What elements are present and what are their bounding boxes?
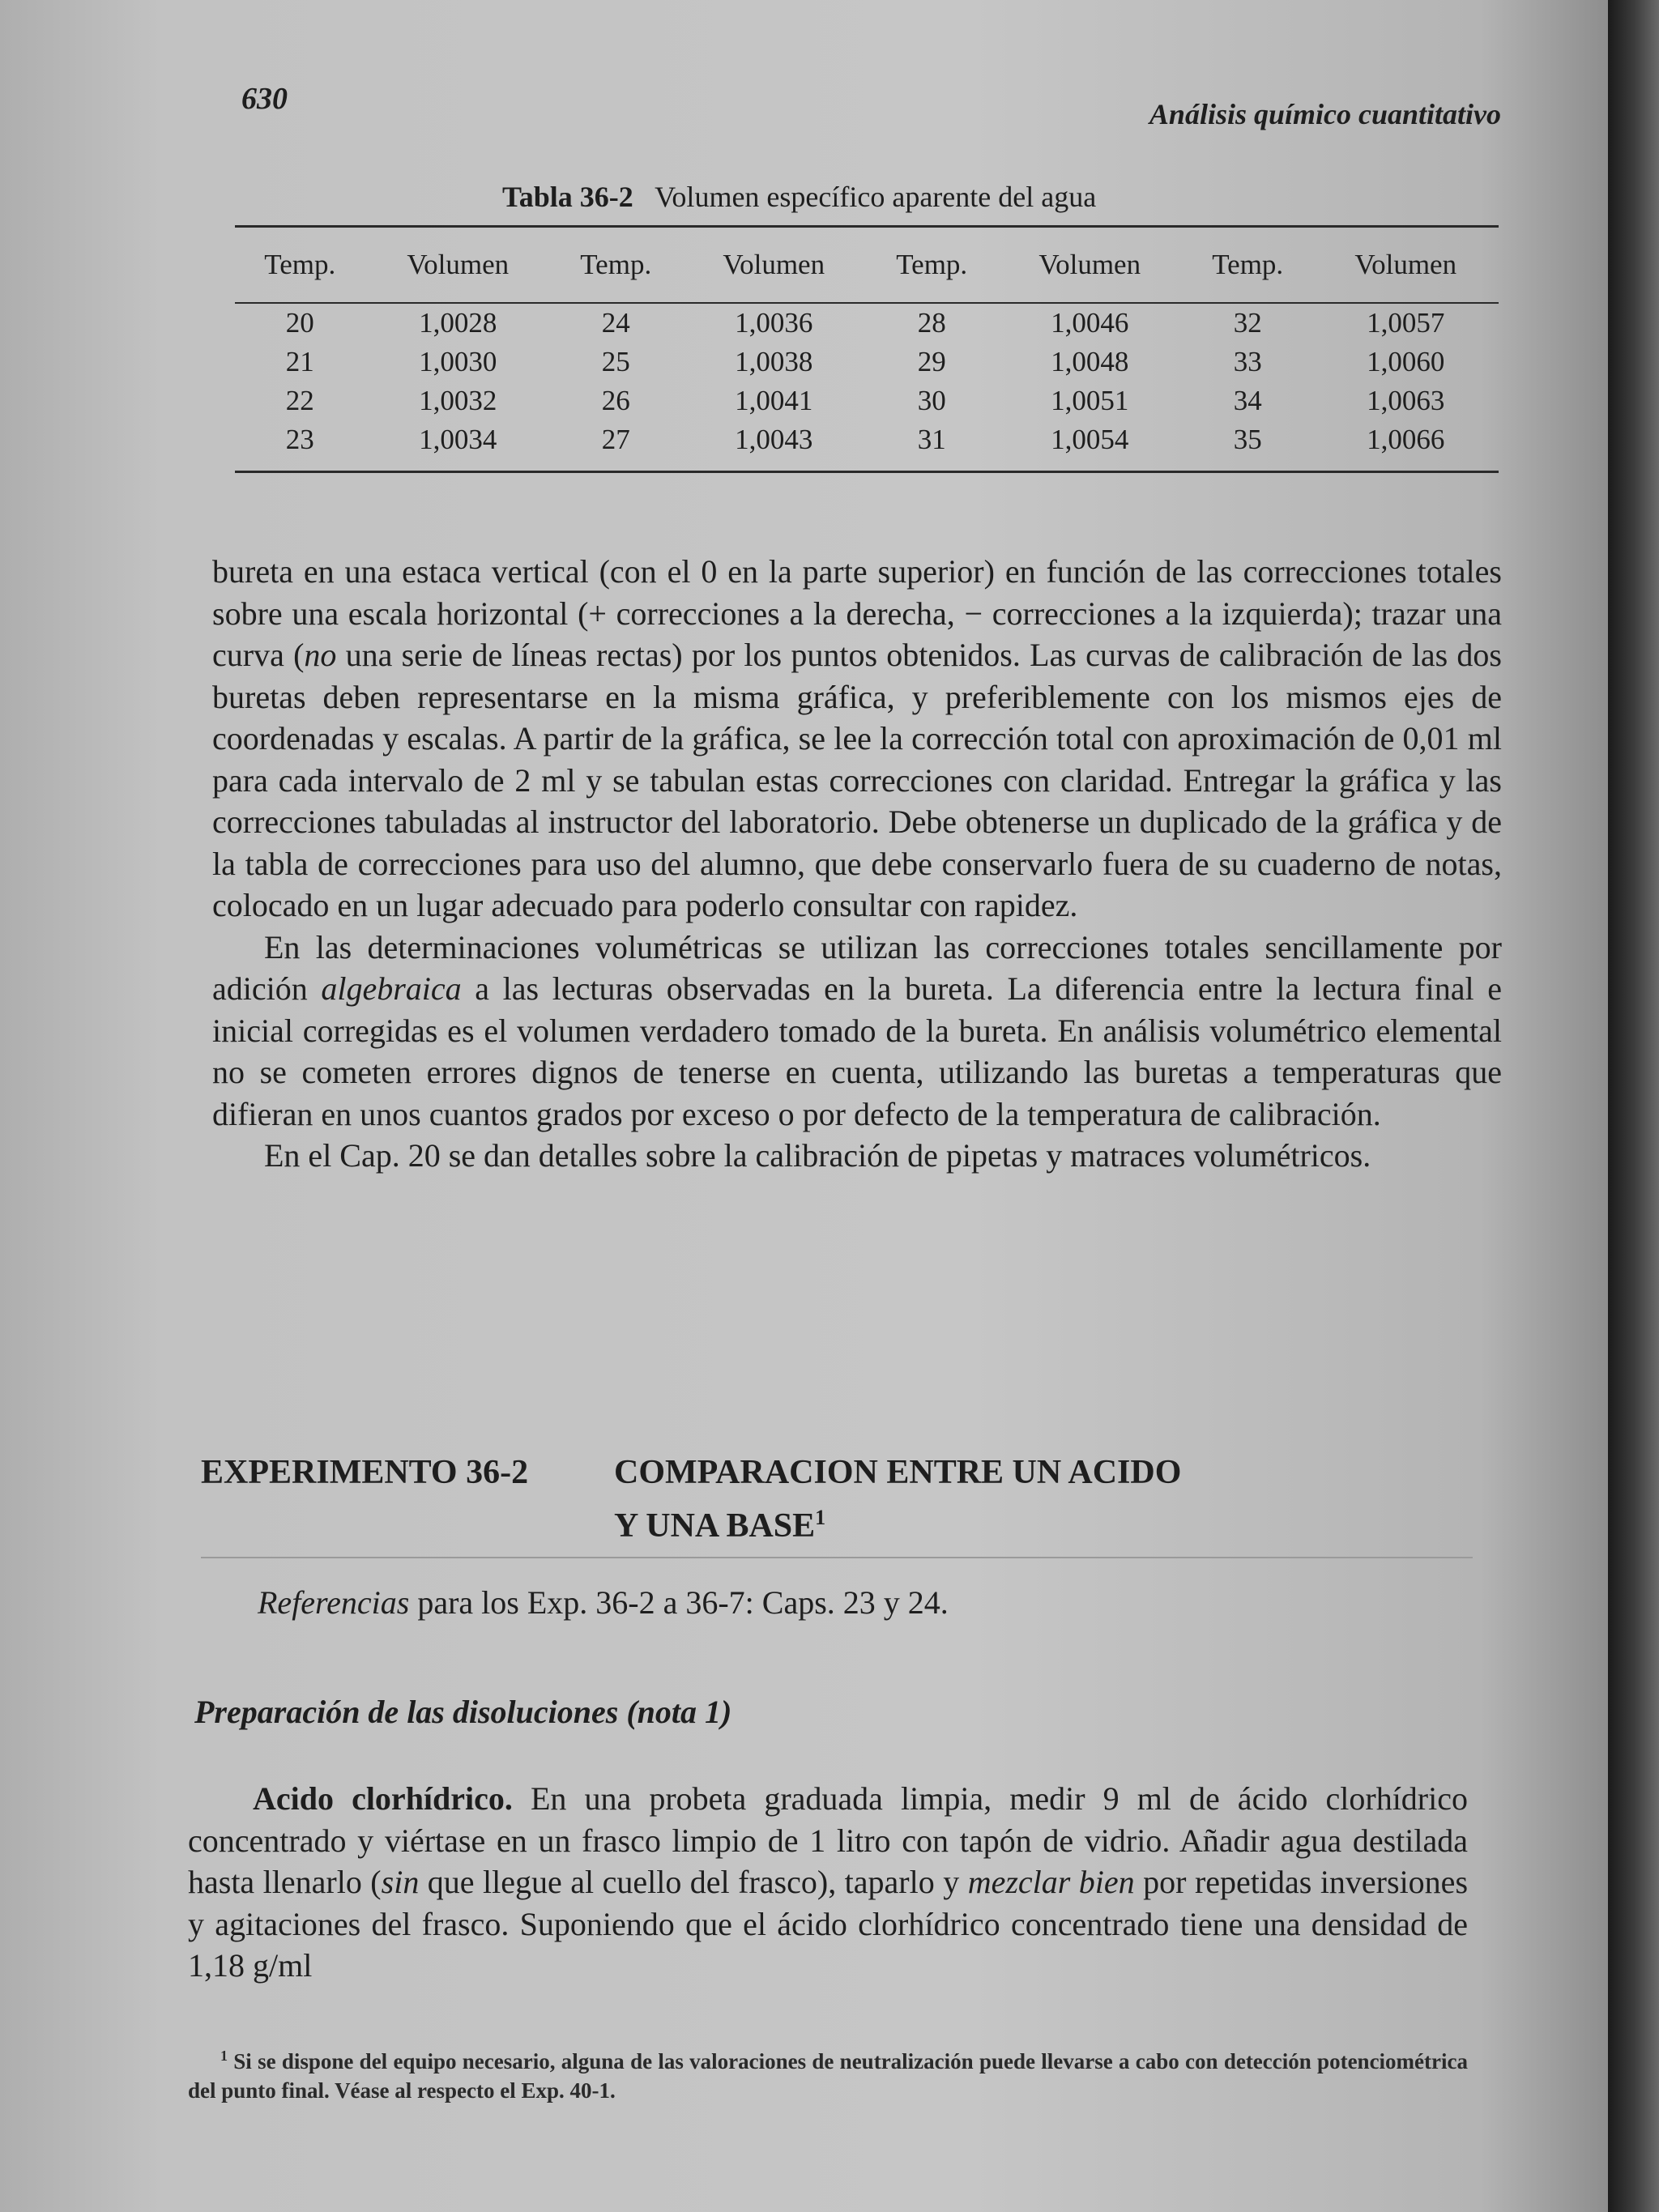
table-cell: 1,0041	[735, 385, 813, 416]
column-header: Temp.	[264, 249, 336, 280]
page-header	[241, 81, 1501, 146]
table-caption	[502, 180, 1096, 214]
experiment-label: EXPERIMENTO 36-2	[201, 1454, 529, 1491]
table-cell: 20	[285, 307, 314, 339]
page-number: 630	[241, 82, 288, 116]
text-run: En una probeta graduada limpia, medir 9 ml de ácido clorhídrico concentrado y viértase en un frasco limpio de 1 litro con tapón de vidrio. Añadir agua destilada hasta llenarlo (	[188, 1780, 1468, 1900]
table-cell: 35	[1233, 424, 1262, 455]
section-heading: Preparación de las disoluciones (nota 1)	[194, 1694, 732, 1730]
table-cell: 29	[917, 346, 946, 377]
paragraph	[212, 927, 1502, 1136]
table-cell: 1,0054	[1051, 424, 1129, 455]
body-text	[212, 551, 1502, 1177]
table-row	[235, 381, 1499, 420]
table-cell: 1,0066	[1367, 424, 1445, 455]
table-cell: 31	[917, 424, 946, 455]
specific-volume-table	[235, 225, 1499, 473]
references-line	[258, 1583, 949, 1622]
table-cell: 1,0043	[735, 424, 813, 455]
table-cell: 1,0063	[1367, 385, 1445, 416]
column-header: Temp.	[1212, 249, 1284, 280]
text-run: que llegue al cuello del frasco), taparlo y	[419, 1864, 968, 1900]
emphasis: algebraica	[321, 970, 462, 1007]
table-cell: 34	[1233, 385, 1262, 416]
table-cell: 27	[601, 424, 630, 455]
acid-label: Acido clorhídrico.	[253, 1780, 513, 1817]
table-cell: 1,0060	[1367, 346, 1445, 377]
text-run: a las lecturas observadas en la bureta. La diferencia entre la lectura final e inicial corregidas es el volumen verdadero tomado de la bureta. En análisis volumétrico elemental no se cometen errores dignos de tenerse en cuenta, utilizando las buretas a temperaturas que difieran en unos cuantos grados por exceso o por defecto de la temperatura de calibración.	[212, 970, 1502, 1132]
table-cell: 1,0034	[419, 424, 497, 455]
table-cell: 1,0038	[735, 346, 813, 377]
table-cell: 26	[601, 385, 630, 416]
table-cell: 33	[1233, 346, 1262, 377]
table-cell: 22	[285, 385, 314, 416]
paragraph	[212, 551, 1502, 927]
column-header: Temp.	[896, 249, 968, 280]
experiment-heading	[201, 1450, 1181, 1549]
footnote-text: Si se dispone del equipo necesario, alguna de las valoraciones de neutralización puede llevarse a cabo con detección potenciométrica del punto final. Véase al respecto el Exp. 40-1.	[188, 2049, 1468, 2103]
text-run: una serie de líneas rectas) por los puntos obtenidos. Las curvas de calibración de las dos buretas deben representarse en la misma gráfica, y preferiblemente con los mismos ejes de coordenadas y escalas. A partir de la gráfica, se lee la corrección total con aproximación de 0,01 ml para cada intervalo de 2 ml y se tabulan estas correcciones con claridad. Entregar la gráfica y las correcciones tabuladas al instructor del laboratorio. Debe obtenerse un duplicado de la gráfica y de la tabla de correcciones para uso del alumno, que debe conservarlo fuera de su cuaderno de notas, colocado en un lugar adecuado para poderlo consultar con rapidez.	[212, 637, 1502, 923]
text-run: bureta en una estaca vertical (con el 0 en la parte superior) en función de las correcciones totales sobre una escala horizontal (+ correcciones a la derecha, − correcciones a la izquierda); trazar una curva (	[212, 553, 1502, 673]
table-row	[235, 343, 1499, 381]
references-label: Referencias	[258, 1584, 410, 1621]
footnote	[188, 2041, 1468, 2105]
text-run: por repetidas inversiones y agitaciones del frasco. Suponiendo que el ácido clorhídrico concentrado tiene una densidad de 1,18 g/ml	[188, 1864, 1469, 1984]
emphasis: no	[304, 637, 337, 673]
footnote-mark: 1	[220, 2048, 228, 2064]
paragraph: En el Cap. 20 se dan detalles sobre la calibración de pipetas y matraces volumétricos.	[264, 1137, 1371, 1174]
column-header: Volumen	[1354, 249, 1457, 280]
experiment-title-line: COMPARACION ENTRE UN ACIDO	[614, 1454, 1182, 1491]
heading-rule	[201, 1557, 1473, 1558]
table-cell: 1,0036	[735, 307, 813, 339]
table-row	[235, 304, 1499, 343]
column-header: Volumen	[407, 249, 510, 280]
table-cell: 1,0057	[1367, 307, 1445, 339]
table-cell: 24	[601, 307, 630, 339]
table-row	[235, 420, 1499, 459]
footnote-mark: 1	[815, 1506, 826, 1529]
table-cell: 1,0048	[1051, 346, 1129, 377]
table-cell: 30	[917, 385, 946, 416]
text-run: En las determinaciones volumétricas se utilizan las correcciones totales sencillamente por adición	[212, 928, 1502, 1007]
table-cell: 1,0032	[419, 385, 497, 416]
table-cell: 1,0028	[419, 307, 497, 339]
book-edge	[1608, 0, 1659, 2212]
table-cell: 32	[1233, 307, 1262, 339]
references-text: para los Exp. 36-2 a 36-7: Caps. 23 y 24.	[409, 1584, 949, 1621]
experiment-title-line: Y UNA BASE	[614, 1507, 816, 1545]
table-cell: 23	[285, 424, 314, 455]
column-header: Volumen	[723, 249, 825, 280]
table-cell: 28	[917, 307, 946, 339]
emphasis: mezclar bien	[967, 1864, 1135, 1900]
table-header-row	[235, 228, 1499, 302]
table-cell: 25	[601, 346, 630, 377]
table-number: Tabla 36-2	[502, 181, 633, 213]
experiment-title	[614, 1450, 1181, 1549]
table-title: Volumen específico aparente del agua	[655, 181, 1097, 213]
table-cell: 21	[285, 346, 314, 377]
table-bottom-rule	[235, 471, 1499, 473]
column-header: Volumen	[1038, 249, 1141, 280]
acid-paragraph	[188, 1778, 1468, 1987]
column-header: Temp.	[580, 249, 652, 280]
running-head: Análisis químico cuantitativo	[1149, 98, 1501, 130]
table-cell: 1,0051	[1051, 385, 1129, 416]
emphasis: sin	[381, 1864, 420, 1900]
table-cell: 1,0030	[419, 346, 497, 377]
table-cell: 1,0046	[1051, 307, 1129, 339]
